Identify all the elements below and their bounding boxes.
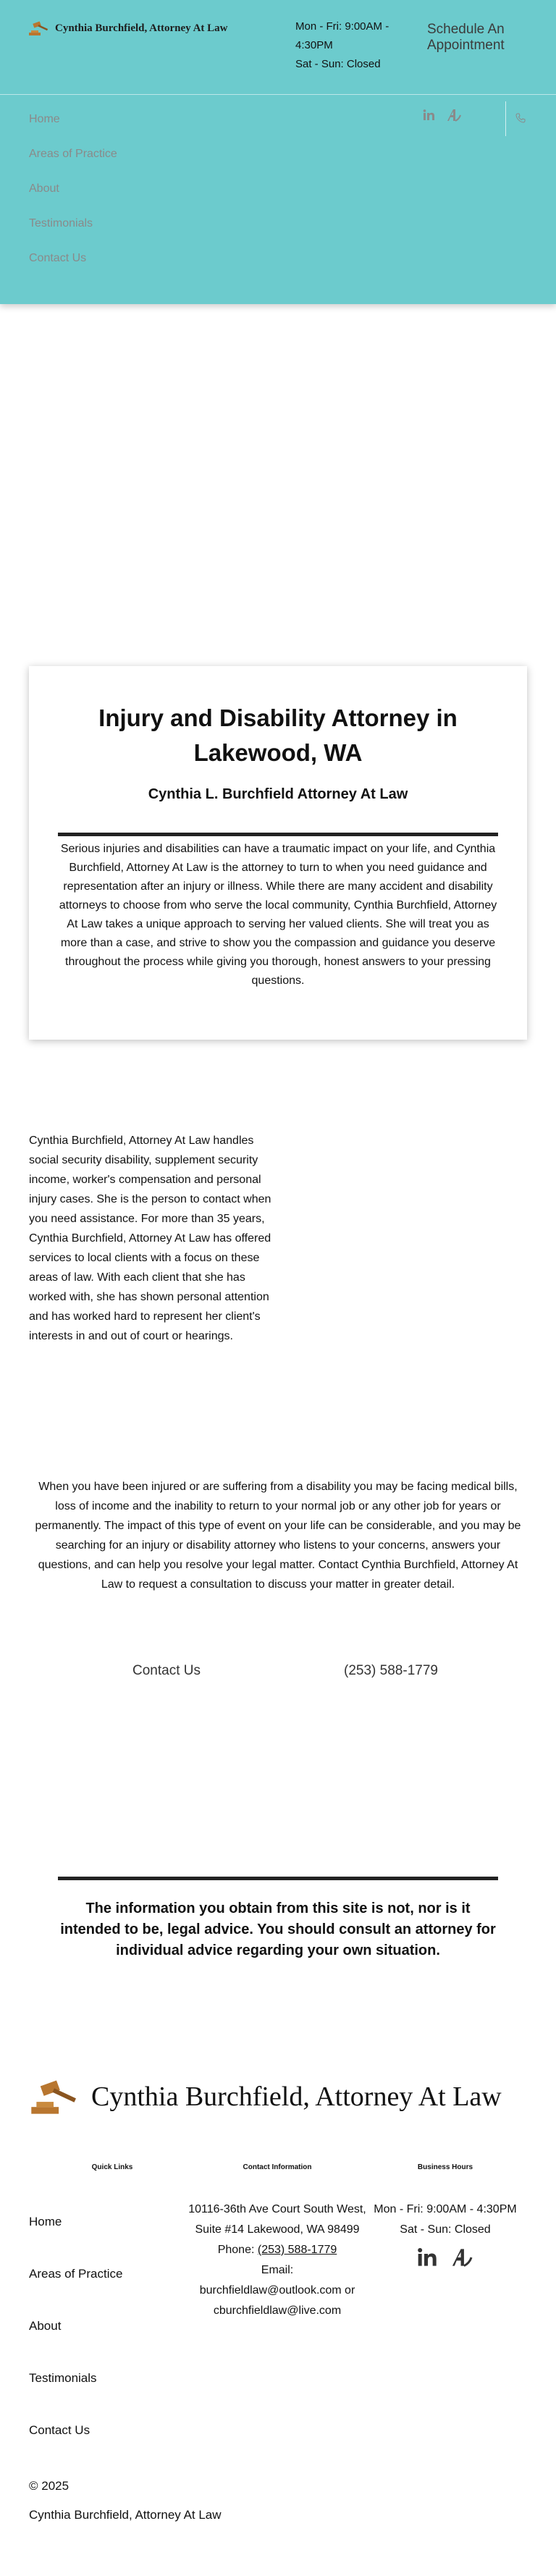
phone-icon[interactable] [515,113,526,123]
avvo-icon[interactable] [446,109,462,122]
linkedin-icon[interactable] [423,109,436,121]
footer-contact [187,2200,368,2321]
gavel-icon [28,20,49,36]
nav-testimonials[interactable]: Testimonials [29,217,93,230]
footer-link-home[interactable]: Home [29,2215,62,2228]
brand-name: Cynthia Burchfield, Attorney At Law [55,22,228,34]
footer-link-testimonials[interactable]: Testimonials [29,2371,97,2385]
info-text: When you have been injured or are suffering from a disability you may be facing medical bills, loss of income and the inability to return to your normal job or any other job for years or permanently. The impact of this type of event on your life can be considerable, and you may be searching for an injury or disability attorney who listens to your concerns, answers your questions, and can help you resolve your legal matter. Contact Cynthia Burchfield, Attorney At Law to request a consultation to discuss your matter in greater detail. [35,1481,521,1591]
linkedin-icon[interactable] [417,2247,439,2268]
quick-links-heading: Quick Links [91,2163,133,2171]
header-logo[interactable] [28,20,227,36]
header-social [423,109,462,122]
nav-about[interactable]: About [29,182,59,195]
intro-card [29,666,527,1040]
header-hours [295,17,411,74]
intro-divider [58,833,498,836]
phone-link[interactable]: (253) 588-1779 [344,1663,438,1678]
footer-address: 10116-36th Ave Court South West, Suite #14 Lakewood, WA 98499 [188,2203,366,2236]
email-label: Email: [261,2264,294,2276]
footer-link-areas-of-practice[interactable]: Areas of Practice [29,2267,123,2281]
intro-subtitle: Cynthia L. Burchfield Attorney At Law [148,786,408,802]
footer-brand-name: Cynthia Burchfield, Attorney At Law [91,2082,502,2112]
footer-nav [29,2214,122,2475]
hours-weekday: Mon - Fri: 9:00AM - 4:30PM [295,20,389,51]
footer-link-about[interactable]: About [29,2319,62,2333]
disclaimer-divider [58,1877,498,1880]
nav-areas-of-practice[interactable]: Areas of Practice [29,148,117,160]
footer-phone-link[interactable]: (253) 588-1779 [257,2244,337,2256]
nav-contact-us[interactable]: Contact Us [29,252,87,264]
header-divider [0,94,556,95]
footer-hours-weekday: Mon - Fri: 9:00AM - 4:30PM [374,2203,517,2215]
footer-social [417,2247,473,2268]
footer-link-contact-us[interactable]: Contact Us [29,2423,90,2437]
contact-us-link[interactable]: Contact Us [132,1663,201,1678]
phone-prefix: Phone: [217,2244,258,2256]
schedule-appointment-button[interactable]: Schedule An Appointment [427,22,505,53]
business-hours-heading: Business Hours [417,2163,473,2171]
gavel-icon [28,2078,80,2116]
intro-body: Serious injuries and disabilities can have a traumatic impact on your life, and Cynthia Burchfield, Attorney At Law is the attorney to turn to when you need guidance and representation after an injury or illness. While there are many accident and disability attorneys to choose from who serve the local community, Cynthia Burchfield, Attorney At Law takes a unique approach to serving her valued clients. She will treat you as more than a case, and strive to show you the compassion and guidance you deserve throughout the process while giving you thorough, honest answers to your pressing questions. [59,843,497,987]
footer-logo[interactable] [28,2078,502,2116]
disclaimer-text: The information you obtain from this site is not, nor is it intended to be, legal advice. You should consult an attorney for individual advice regarding your own situation. [60,1901,496,1958]
footer-hours [369,2200,521,2240]
contact-info-heading: Contact Information [243,2163,312,2171]
copyright-name: Cynthia Burchfield, Attorney At Law [29,2508,222,2522]
footer-emails[interactable]: burchfieldlaw@outlook.com or cburchfieldlaw@live.com [199,2284,355,2317]
site-header [0,0,556,304]
header-vertical-divider [505,101,506,136]
bio-text: Cynthia Burchfield, Attorney At Law handles social security disability, supplement security income, worker's compensation and personal injury cases. She is the person to contact when you need assistance. For more than 35 years, Cynthia Burchfield, Attorney At Law has offered services to local clients with a focus on these areas of law. With each client that she has worked with, she has shown personal attention and has worked hard to represent her client's interests in and out of court or hearings. [29,1135,271,1342]
footer-hours-weekend: Sat - Sun: Closed [400,2223,491,2236]
avvo-icon[interactable] [450,2247,473,2268]
page-title: Injury and Disability Attorney in Lakewood, WA [98,704,458,766]
main-nav [29,110,117,284]
footer-phone-row [187,2240,368,2260]
nav-home[interactable]: Home [29,113,60,125]
copyright: © 2025 [29,2479,70,2493]
hours-weekend: Sat - Sun: Closed [295,58,381,70]
